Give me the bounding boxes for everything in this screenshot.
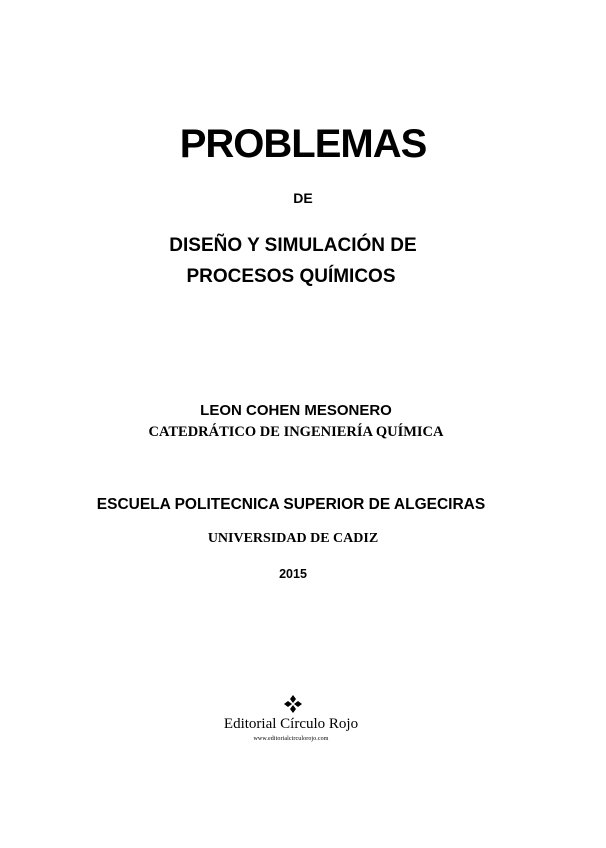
university-name: UNIVERSIDAD DE CADIZ — [207, 531, 379, 546]
book-title: PROBLEMAS — [179, 122, 427, 166]
author-role: CATEDRÁTICO DE INGENIERÍA QUÍMICA — [148, 424, 444, 440]
four-diamond-icon — [284, 695, 302, 713]
publication-year: 2015 — [279, 567, 307, 581]
title-connector: DE — [293, 190, 313, 206]
book-subtitle-line-1: DISEÑO Y SIMULACIÓN DE — [169, 235, 417, 256]
book-subtitle-line-2: PROCESOS QUÍMICOS — [186, 266, 396, 287]
author-name: LEON COHEN MESONERO — [200, 402, 392, 419]
publisher-name: Editorial Círculo Rojo — [223, 716, 359, 732]
publisher-website: www.editorialcirculorojo.com — [253, 736, 329, 742]
school-name: ESCUELA POLITECNICA SUPERIOR DE ALGECIRAS — [96, 496, 486, 513]
